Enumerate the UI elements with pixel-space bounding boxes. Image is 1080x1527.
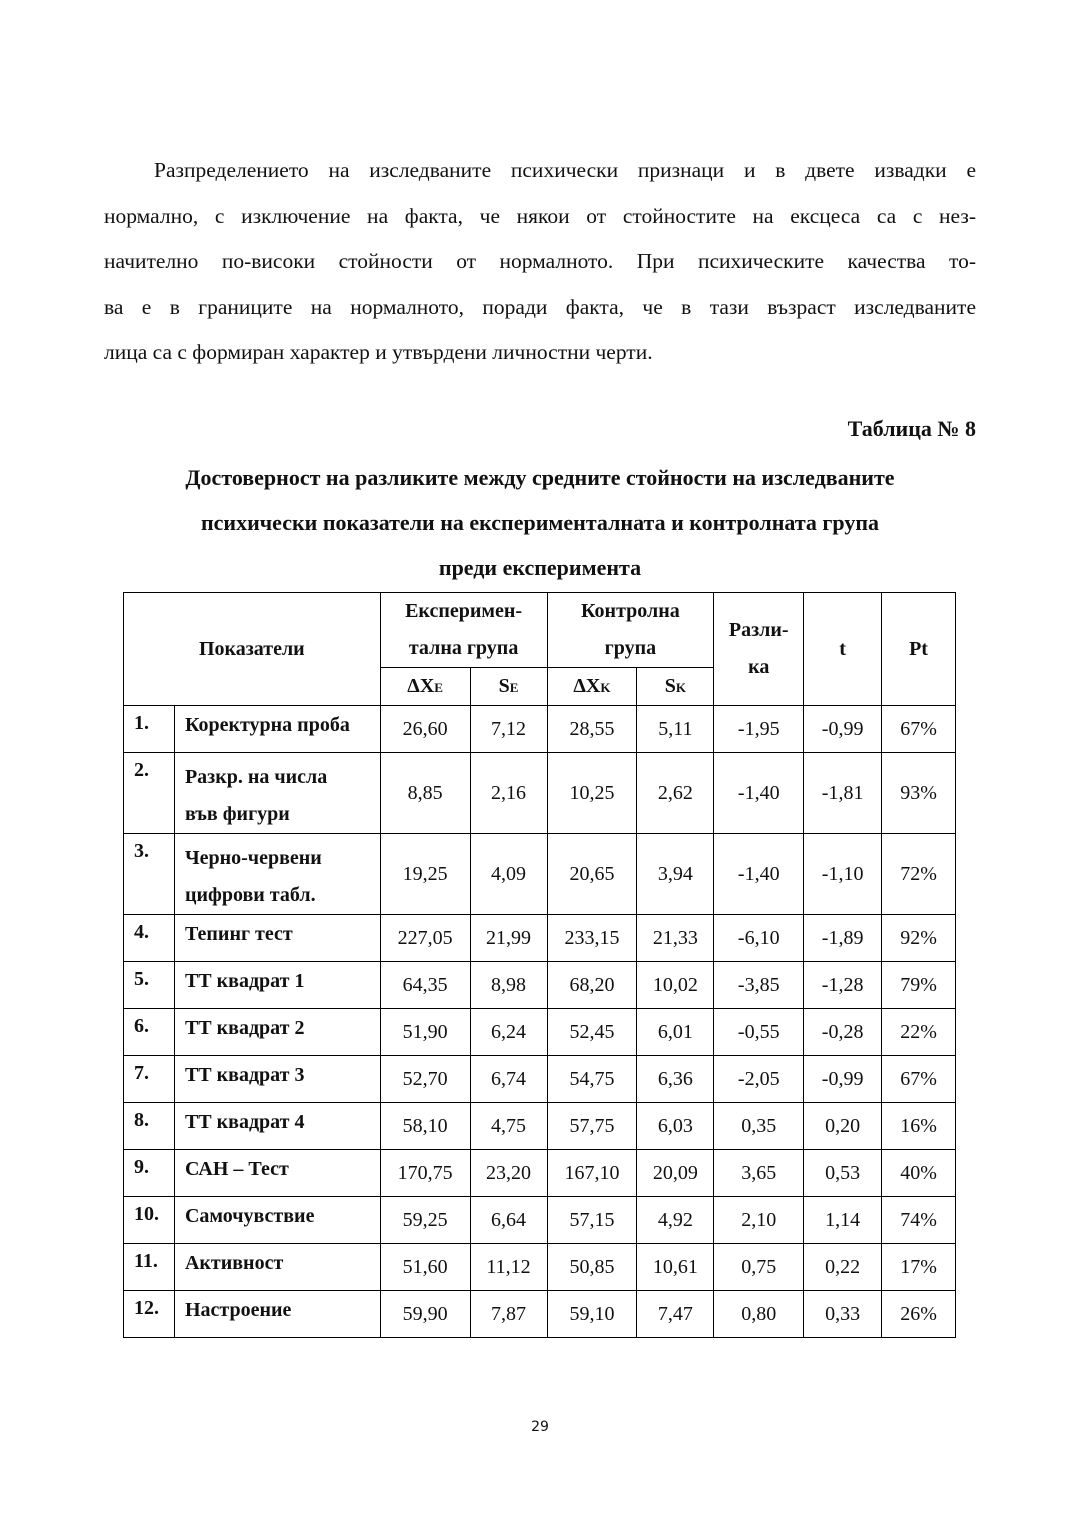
header-experimental-group	[380, 593, 547, 668]
cell-pt: 16%	[882, 1103, 956, 1150]
paragraph-line: ва е в границите на нормалното, поради факта, че в тази възраст изследваните	[104, 294, 976, 319]
cell-difference: 3,65	[714, 1150, 804, 1197]
cell-difference: -1,40	[714, 834, 804, 915]
table-row	[124, 834, 956, 915]
cell-s-k: 4,92	[637, 1197, 714, 1244]
cell-dx-e: 64,35	[380, 962, 470, 1009]
cell-dx-e: 227,05	[380, 915, 470, 962]
cell-dx-e: 19,25	[380, 834, 470, 915]
cell-s-e: 11,12	[470, 1244, 547, 1291]
cell-dx-k: 20,65	[547, 834, 637, 915]
cell-s-e: 8,98	[470, 962, 547, 1009]
caption-line: преди експеримента	[438, 555, 642, 580]
table-row	[124, 1103, 956, 1150]
cell-pt: 17%	[882, 1244, 956, 1291]
row-number: 6.	[124, 1009, 175, 1056]
row-number: 7.	[124, 1056, 175, 1103]
cell-s-k: 5,11	[637, 706, 714, 753]
cell-t: -0,28	[804, 1009, 882, 1056]
cell-dx-e: 51,60	[380, 1244, 470, 1291]
header-difference	[714, 593, 804, 706]
cell-s-k: 20,09	[637, 1150, 714, 1197]
cell-pt: 26%	[882, 1291, 956, 1338]
row-number: 10.	[124, 1197, 175, 1244]
cell-s-k: 10,02	[637, 962, 714, 1009]
row-indicator: Коректурна проба	[174, 706, 380, 753]
header-indicators: Показатели	[124, 593, 381, 706]
cell-s-e: 7,12	[470, 706, 547, 753]
cell-s-e: 6,64	[470, 1197, 547, 1244]
cell-dx-k: 59,10	[547, 1291, 637, 1338]
cell-difference: -0,55	[714, 1009, 804, 1056]
table-row	[124, 1291, 956, 1338]
header-dx-k: ΔXK	[547, 668, 637, 706]
row-number: 9.	[124, 1150, 175, 1197]
cell-pt: 92%	[882, 915, 956, 962]
cell-dx-k: 50,85	[547, 1244, 637, 1291]
row-indicator: ТТ квадрат 3	[174, 1056, 380, 1103]
cell-dx-e: 8,85	[380, 753, 470, 834]
cell-t: 0,33	[804, 1291, 882, 1338]
table-row	[124, 753, 956, 834]
cell-dx-e: 52,70	[380, 1056, 470, 1103]
cell-s-e: 21,99	[470, 915, 547, 962]
results-table	[123, 592, 956, 1338]
header-s-k: SK	[637, 668, 714, 706]
page-number: 29	[531, 1419, 549, 1435]
paragraph-line: нормално, с изключение на факта, че някои от стойностите на ексцеса са с нез-	[104, 203, 976, 228]
cell-s-k: 6,03	[637, 1103, 714, 1150]
cell-s-e: 4,75	[470, 1103, 547, 1150]
row-indicator: ТТ квадрат 1	[174, 962, 380, 1009]
cell-dx-k: 52,45	[547, 1009, 637, 1056]
cell-dx-k: 68,20	[547, 962, 637, 1009]
table-number: Таблица № 8	[847, 416, 976, 441]
row-number: 11.	[124, 1244, 175, 1291]
cell-dx-e: 59,25	[380, 1197, 470, 1244]
cell-difference: -3,85	[714, 962, 804, 1009]
cell-dx-e: 51,90	[380, 1009, 470, 1056]
cell-dx-e: 59,90	[380, 1291, 470, 1338]
paragraph-line: лица са с формиран характер и утвърдени личностни черти.	[104, 340, 653, 364]
cell-dx-e: 58,10	[380, 1103, 470, 1150]
cell-difference: 2,10	[714, 1197, 804, 1244]
row-number: 4.	[124, 915, 175, 962]
table-row	[124, 1197, 956, 1244]
cell-t: -0,99	[804, 706, 882, 753]
cell-s-k: 3,94	[637, 834, 714, 915]
cell-difference: 0,80	[714, 1291, 804, 1338]
row-number: 5.	[124, 962, 175, 1009]
cell-dx-k: 28,55	[547, 706, 637, 753]
table-row	[124, 1056, 956, 1103]
cell-t: -1,10	[804, 834, 882, 915]
cell-s-k: 2,62	[637, 753, 714, 834]
cell-dx-e: 170,75	[380, 1150, 470, 1197]
table-caption	[104, 455, 976, 590]
row-indicator: Черно-червени цифрови табл.	[174, 834, 380, 915]
header-pt: Pt	[882, 593, 956, 706]
cell-t: 0,53	[804, 1150, 882, 1197]
cell-s-k: 6,01	[637, 1009, 714, 1056]
cell-pt: 74%	[882, 1197, 956, 1244]
header-difference-line2: ка	[748, 656, 770, 678]
row-number: 8.	[124, 1103, 175, 1150]
table-row	[124, 915, 956, 962]
row-indicator: Настроение	[174, 1291, 380, 1338]
cell-dx-k: 233,15	[547, 915, 637, 962]
cell-t: 0,20	[804, 1103, 882, 1150]
table-row	[124, 706, 956, 753]
row-indicator: Тепинг тест	[174, 915, 380, 962]
cell-s-e: 4,09	[470, 834, 547, 915]
cell-difference: -1,40	[714, 753, 804, 834]
row-indicator: Разкр. на числа във фигури	[174, 753, 380, 834]
table-row	[124, 1009, 956, 1056]
cell-s-k: 6,36	[637, 1056, 714, 1103]
header-control-line2: група	[604, 637, 657, 659]
row-indicator: Активност	[174, 1244, 380, 1291]
row-indicator: Самочувствие	[174, 1197, 380, 1244]
cell-pt: 40%	[882, 1150, 956, 1197]
cell-difference: -2,05	[714, 1056, 804, 1103]
header-experimental-line1: Експеримен-	[405, 600, 523, 622]
header-difference-line1: Разли-	[728, 619, 789, 641]
cell-dx-k: 54,75	[547, 1056, 637, 1103]
table-row	[124, 1150, 956, 1197]
cell-t: 0,22	[804, 1244, 882, 1291]
row-number: 2.	[124, 753, 175, 834]
cell-dx-k: 57,75	[547, 1103, 637, 1150]
table-row	[124, 1244, 956, 1291]
header-dx-e: ΔXE	[380, 668, 470, 706]
cell-s-e: 23,20	[470, 1150, 547, 1197]
row-number: 3.	[124, 834, 175, 915]
cell-s-e: 6,24	[470, 1009, 547, 1056]
cell-s-e: 6,74	[470, 1056, 547, 1103]
cell-dx-k: 57,15	[547, 1197, 637, 1244]
cell-s-k: 7,47	[637, 1291, 714, 1338]
cell-t: -1,89	[804, 915, 882, 962]
cell-t: -1,28	[804, 962, 882, 1009]
header-control-group	[547, 593, 714, 668]
cell-s-k: 10,61	[637, 1244, 714, 1291]
paragraph-line: начително по-високи стойности от нормалното. При психическите качества то-	[104, 249, 976, 273]
header-s-e: SE	[470, 668, 547, 706]
cell-pt: 79%	[882, 962, 956, 1009]
cell-difference: -6,10	[714, 915, 804, 962]
cell-dx-e: 26,60	[380, 706, 470, 753]
cell-dx-k: 167,10	[547, 1150, 637, 1197]
body-paragraph	[104, 148, 976, 376]
caption-line: психически показатели на експерименталната и контролната група	[200, 510, 880, 535]
cell-difference: 0,75	[714, 1244, 804, 1291]
row-number: 1.	[124, 706, 175, 753]
cell-s-k: 21,33	[637, 915, 714, 962]
paragraph-line: Разпределението на изследваните психически признаци и в двете извадки е	[154, 158, 976, 182]
cell-pt: 93%	[882, 753, 956, 834]
cell-difference: 0,35	[714, 1103, 804, 1150]
row-indicator: ТТ квадрат 2	[174, 1009, 380, 1056]
caption-line: Достоверност на разликите между средните стойности на изследваните	[185, 465, 895, 490]
cell-s-e: 7,87	[470, 1291, 547, 1338]
header-control-line1: Контролна	[581, 600, 680, 622]
header-experimental-line2: тална група	[408, 637, 519, 659]
cell-t: -0,99	[804, 1056, 882, 1103]
cell-pt: 67%	[882, 1056, 956, 1103]
cell-pt: 67%	[882, 706, 956, 753]
cell-t: 1,14	[804, 1197, 882, 1244]
cell-s-e: 2,16	[470, 753, 547, 834]
row-indicator: ТТ квадрат 4	[174, 1103, 380, 1150]
cell-dx-k: 10,25	[547, 753, 637, 834]
row-number: 12.	[124, 1291, 175, 1338]
cell-pt: 22%	[882, 1009, 956, 1056]
header-t: t	[804, 593, 882, 706]
cell-pt: 72%	[882, 834, 956, 915]
cell-t: -1,81	[804, 753, 882, 834]
table-row	[124, 962, 956, 1009]
cell-difference: -1,95	[714, 706, 804, 753]
row-indicator: САН – Тест	[174, 1150, 380, 1197]
